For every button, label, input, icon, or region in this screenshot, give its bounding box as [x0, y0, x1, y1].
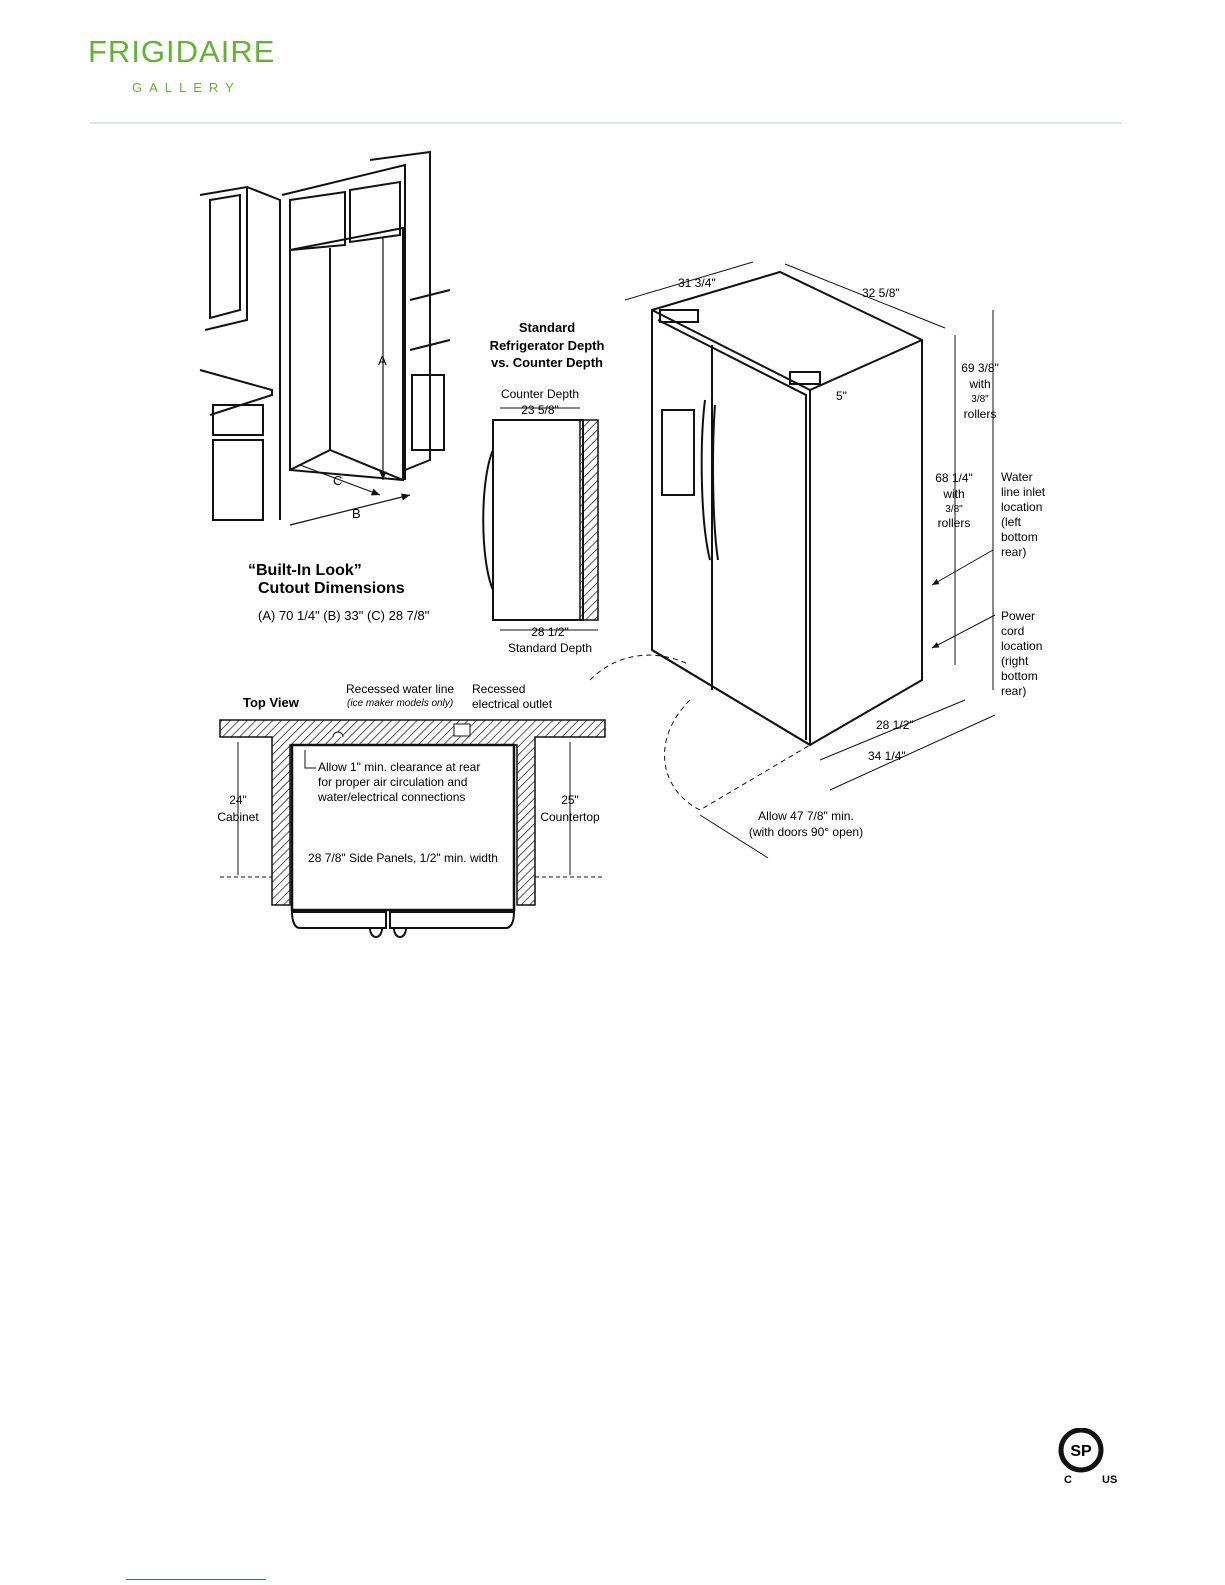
height-total-4: rollers — [963, 407, 997, 421]
height-total-3: 3/8" — [971, 394, 989, 405]
depth-title-2: Refrigerator Depth — [489, 338, 605, 353]
label-c: C — [333, 473, 343, 488]
refrigerator-drawing — [652, 272, 922, 745]
power-cord-note — [1001, 609, 1042, 698]
depth-title-1: Standard — [518, 320, 576, 335]
clearance-3: water/electrical connections — [318, 790, 466, 804]
svg-text:line inlet: line inlet — [1001, 485, 1046, 499]
cert-left: C — [1064, 1474, 1072, 1486]
hinge-offset: 5" — [836, 389, 847, 403]
height-case-1: 68 1/4" — [935, 471, 973, 485]
water-line-label: Recessed water line — [346, 682, 455, 696]
standard-depth-label: Standard Depth — [507, 641, 593, 655]
depth-title-3: vs. Counter Depth — [491, 355, 603, 370]
label-a: A — [378, 353, 387, 368]
height-case-4: rollers — [937, 516, 971, 530]
countertop-value: 25" — [561, 793, 579, 807]
svg-text:rear): rear) — [1001, 545, 1027, 559]
top-view-title: Top View — [243, 695, 299, 710]
svg-text:Water: Water — [1001, 470, 1033, 484]
countertop-label: Countertop — [540, 810, 600, 824]
cabinet-label: Cabinet — [217, 810, 259, 824]
depth-top: 32 5/8" — [862, 286, 900, 300]
power-cord-arrow — [932, 615, 995, 648]
depth-case: 28 1/2" — [876, 718, 914, 732]
counter-depth-label: Counter Depth — [500, 387, 580, 401]
cert-mark: SP — [1070, 1443, 1092, 1460]
svg-text:Power: Power — [1001, 609, 1036, 623]
svg-text:bottom: bottom — [1001, 530, 1038, 544]
svg-text:(right: (right — [1001, 654, 1029, 668]
cabinet-value: 24" — [229, 793, 247, 807]
svg-text:cord: cord — [1001, 624, 1025, 638]
side-panels: 28 7/8" Side Panels, 1/2" min. width — [308, 851, 498, 865]
width-top: 31 3/4" — [678, 276, 716, 290]
standard-depth-value: 28 1/2" — [531, 625, 569, 639]
csa-certification-mark — [1058, 1428, 1128, 1493]
brand-sub: GALLERY — [132, 80, 241, 95]
brand-name: FRIGIDAIRE — [88, 34, 276, 69]
height-total-1: 69 3/8" — [961, 361, 999, 375]
clearance-1: Allow 1" min. clearance at rear — [318, 760, 481, 774]
water-inlet-note — [1001, 470, 1046, 559]
cutout-title-2: Cutout Dimensions — [258, 580, 405, 597]
outlet-label-1: Recessed — [472, 682, 526, 696]
svg-text:rear): rear) — [1001, 684, 1027, 698]
depth-side-view — [483, 420, 598, 620]
door-clearance-2: (with doors 90° open) — [748, 825, 864, 839]
svg-text:location: location — [1001, 500, 1043, 514]
svg-text:bottom: bottom — [1001, 669, 1038, 683]
cert-right: US — [1102, 1474, 1118, 1486]
cutout-title-1: “Built-In Look” — [248, 562, 362, 579]
clearance-2: for proper air circulation and — [318, 775, 468, 789]
water-line-note: (ice maker models only) — [347, 698, 454, 709]
height-total-2: with — [969, 377, 991, 391]
cutout-dims: (A) 70 1/4" (B) 33" (C) 28 7/8" — [258, 608, 430, 623]
outlet-label-2: electrical outlet — [472, 697, 553, 711]
svg-text:(left: (left — [1001, 515, 1022, 529]
water-inlet-arrow — [932, 550, 993, 585]
depth-total: 34 1/4" — [868, 749, 906, 763]
height-case-2: with — [943, 487, 965, 501]
footer-link-underline[interactable] — [126, 1579, 266, 1580]
cutout-drawing — [200, 152, 450, 520]
height-case-3: 3/8" — [945, 504, 963, 515]
top-view-plan — [220, 720, 605, 937]
label-b: B — [352, 506, 361, 521]
counter-depth-value: 23 5/8" — [521, 403, 559, 417]
door-clearance-1: Allow 47 7/8" min. — [758, 809, 854, 823]
svg-text:location: location — [1001, 639, 1043, 653]
